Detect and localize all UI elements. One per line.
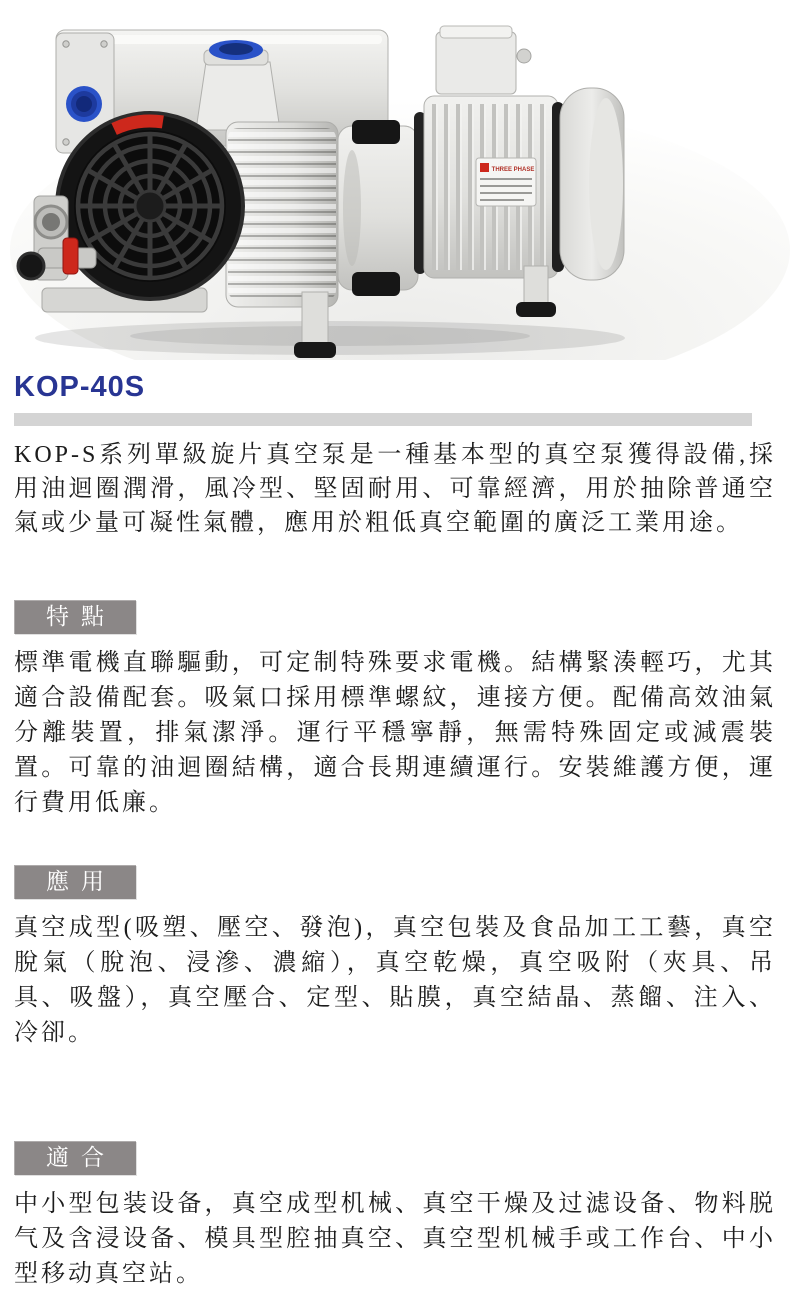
section-body-applications: 真空成型(吸塑、壓空、發泡)，真空包裝及食品加工工藝，真空脫氣（脫泡、浸滲、濃縮），真空乾燥，真空吸附（夾具、吊具、吸盤），真空壓合、定型、貼膜，真空結晶、蒸餾、注入、冷卻。 xyxy=(14,915,776,1046)
vacuum-pump-illustration xyxy=(0,0,790,360)
product-title: KOP-40S xyxy=(14,371,146,403)
section-heading-features: 特點 xyxy=(14,600,136,634)
section-body-suitable: 中小型包装设备，真空成型机械、真空干燥及过滤设备、物料脱气及含浸设备、模具型腔抽真空、真空型机械手或工作台、中小型移动真空站。 xyxy=(14,1191,776,1287)
intro-paragraph: KOP-S系列單級旋片真空泵是一種基本型的真空泵獲得設備,採用油迴圈潤滑，風冷型、堅固耐用、可靠經濟，用於抽除普通空氣或少量可凝性氣體，應用於粗低真空範圍的廣泛工業用途。 xyxy=(14,442,776,536)
rubber-foot-rear xyxy=(516,302,556,317)
section-body-features: 標準電機直聯驅動，可定制特殊要求電機。結構緊湊輕巧，尤其適合設備配套。吸氣口採用標準螺紋，連接方便。配備高效油氣分離裝置，排氣潔淨。運行平穩寧靜，無需特殊固定或減震裝置。可靠的油迴圈結構，適合長期連續運行。安裝維護方便，運行費用低廉。 xyxy=(14,650,776,816)
motor-end-cap xyxy=(560,88,624,280)
content xyxy=(0,371,790,1292)
title-divider-bar xyxy=(14,413,752,426)
fan-hub xyxy=(135,191,165,221)
coupling-housing xyxy=(338,120,418,296)
product-photo xyxy=(0,0,790,360)
drain-valve-handle xyxy=(63,238,78,274)
inlet-port-blue xyxy=(66,86,102,122)
section-heading-applications: 應用 xyxy=(14,865,136,899)
section-applications xyxy=(14,865,776,1051)
motor-nameplate-text: THREE PHASE xyxy=(491,167,535,173)
intake-fitting xyxy=(196,40,280,130)
section-heading-suitable: 適合 xyxy=(14,1141,136,1175)
rubber-foot-front xyxy=(294,342,336,358)
section-features xyxy=(14,600,776,821)
section-suitable xyxy=(14,1141,776,1292)
nameplate-logo xyxy=(480,163,489,172)
motor-nameplate xyxy=(476,158,536,206)
